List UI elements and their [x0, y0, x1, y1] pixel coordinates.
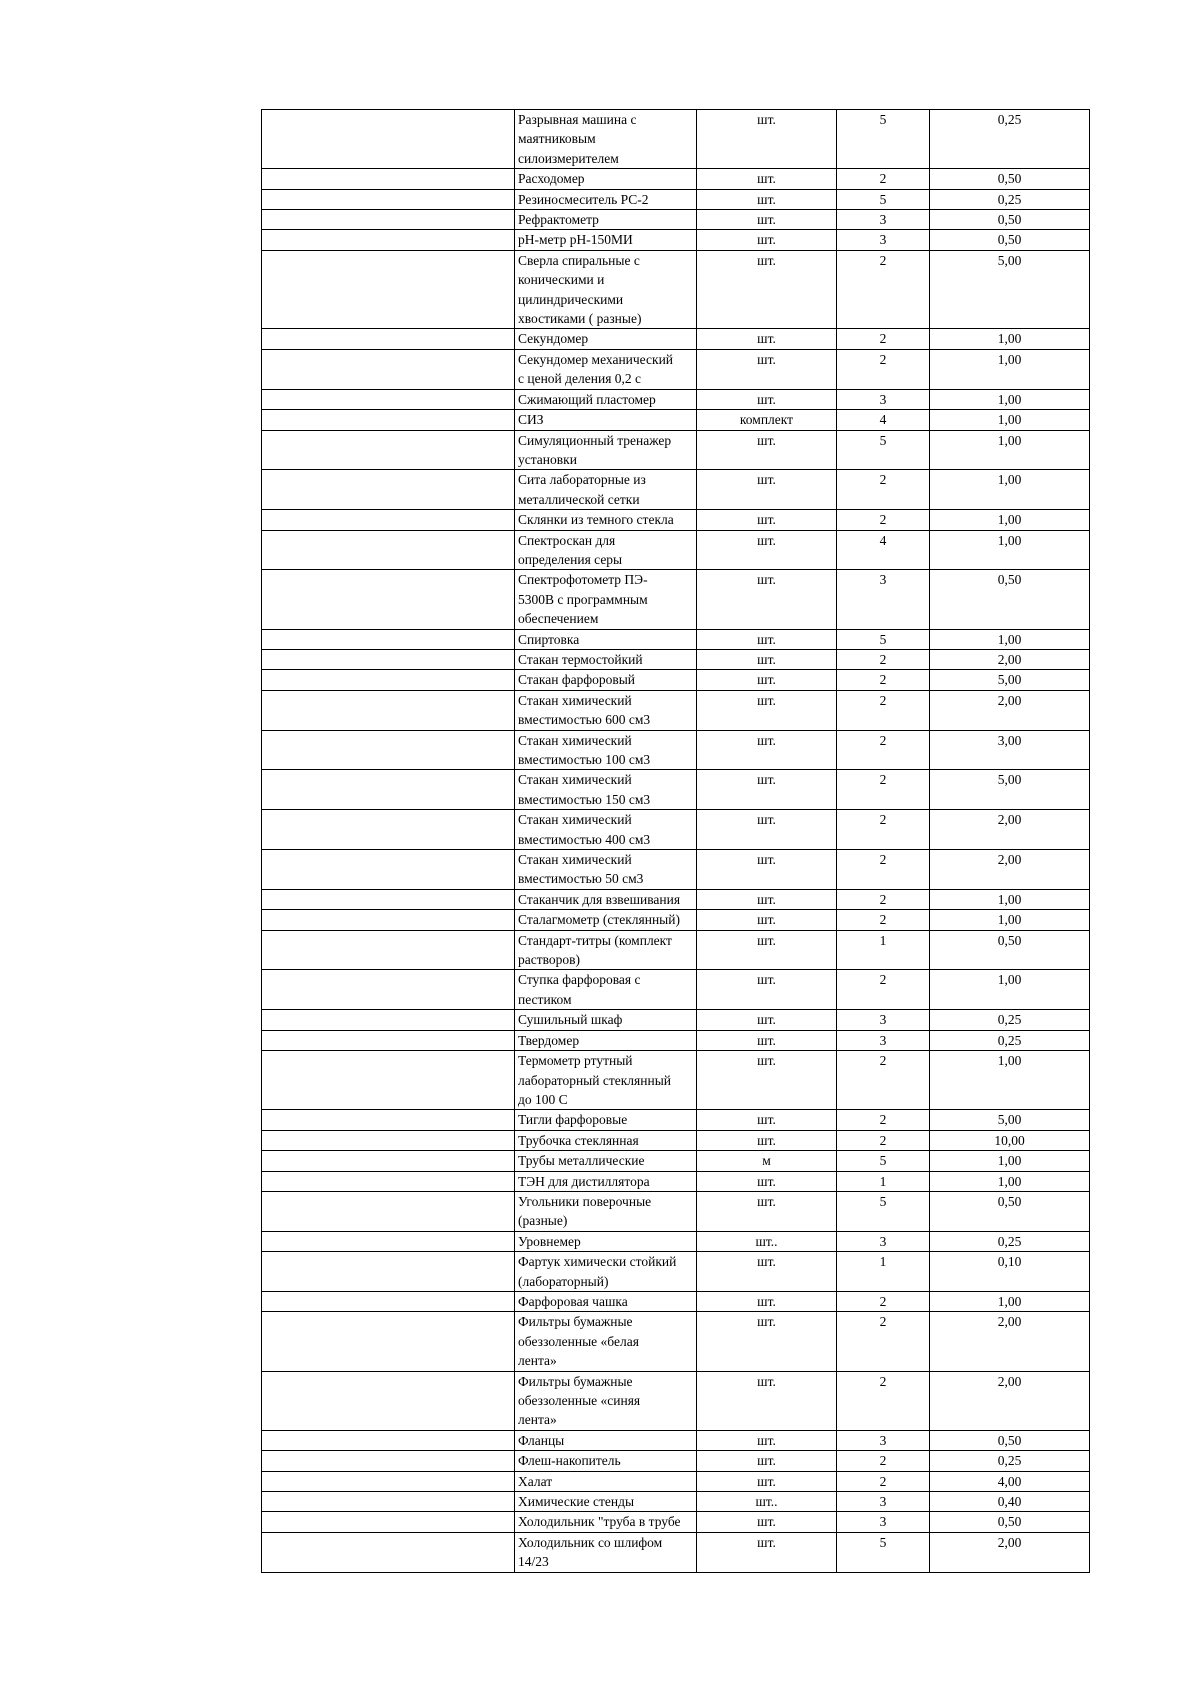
value-cell: 0,50 [930, 570, 1090, 629]
quantity-cell: 2 [837, 730, 930, 770]
quantity-cell: 2 [837, 649, 930, 669]
value-cell: 1,00 [930, 1151, 1090, 1171]
item-name-cell: Стакан химический вместимостью 50 см3 [515, 850, 697, 890]
value-cell: 4,00 [930, 1471, 1090, 1491]
item-name-cell: pH-метр pH-150МИ [515, 230, 697, 250]
unit-cell: шт. [697, 889, 837, 909]
empty-cell [262, 1492, 515, 1512]
table-row [262, 1471, 1090, 1491]
value-cell: 1,00 [930, 889, 1090, 909]
item-name-cell: Стакан термостойкий [515, 649, 697, 669]
item-name-cell: Секундомер механический с ценой деления 0,2 с [515, 349, 697, 389]
table-row [262, 410, 1090, 430]
unit-cell: шт. [697, 1532, 837, 1572]
quantity-cell: 2 [837, 1312, 930, 1371]
value-cell: 0,50 [930, 1430, 1090, 1450]
table-row [262, 1130, 1090, 1150]
empty-cell [262, 910, 515, 930]
table-row [262, 730, 1090, 770]
item-name-cell: Спиртовка [515, 629, 697, 649]
unit-cell: шт.. [697, 1231, 837, 1251]
item-name-cell: Фильтры бумажные обеззоленные «белая лента» [515, 1312, 697, 1371]
empty-cell [262, 1130, 515, 1150]
quantity-cell: 4 [837, 410, 930, 430]
quantity-cell: 2 [837, 910, 930, 930]
value-cell: 5,00 [930, 1110, 1090, 1130]
quantity-cell: 2 [837, 889, 930, 909]
quantity-cell: 3 [837, 230, 930, 250]
item-name-cell: Флеш-накопитель [515, 1451, 697, 1471]
unit-cell: шт. [697, 1471, 837, 1491]
item-name-cell: СИЗ [515, 410, 697, 430]
item-name-cell: Трубочка стеклянная [515, 1130, 697, 1150]
table-row [262, 530, 1090, 570]
item-name-cell: Стакан фарфоровый [515, 670, 697, 690]
unit-cell: шт. [697, 1010, 837, 1030]
unit-cell: шт. [697, 1252, 837, 1292]
unit-cell: шт. [697, 1110, 837, 1130]
equipment-table [261, 109, 1090, 1573]
value-cell: 1,00 [930, 349, 1090, 389]
unit-cell: шт. [697, 1312, 837, 1371]
value-cell: 5,00 [930, 250, 1090, 329]
value-cell: 2,00 [930, 1312, 1090, 1371]
unit-cell: шт. [697, 169, 837, 189]
empty-cell [262, 1171, 515, 1191]
empty-cell [262, 210, 515, 230]
quantity-cell: 5 [837, 1151, 930, 1171]
quantity-cell: 3 [837, 1430, 930, 1450]
item-name-cell: Симуляционный тренажер установки [515, 430, 697, 470]
item-name-cell: Рефрактометр [515, 210, 697, 230]
item-name-cell: Твердомер [515, 1030, 697, 1050]
table-row [262, 970, 1090, 1010]
table-row [262, 430, 1090, 470]
value-cell: 1,00 [930, 510, 1090, 530]
unit-cell: шт. [697, 1430, 837, 1450]
quantity-cell: 3 [837, 1030, 930, 1050]
unit-cell: шт. [697, 210, 837, 230]
unit-cell: шт. [697, 389, 837, 409]
empty-cell [262, 1231, 515, 1251]
quantity-cell: 2 [837, 250, 930, 329]
empty-cell [262, 970, 515, 1010]
unit-cell: шт. [697, 1451, 837, 1471]
quantity-cell: 5 [837, 629, 930, 649]
quantity-cell: 2 [837, 850, 930, 890]
unit-cell: шт. [697, 349, 837, 389]
item-name-cell: Угольники поверочные (разные) [515, 1191, 697, 1231]
unit-cell: шт. [697, 1371, 837, 1430]
item-name-cell: Фартук химически стойкий (лабораторный) [515, 1252, 697, 1292]
table-row [262, 570, 1090, 629]
empty-cell [262, 510, 515, 530]
unit-cell: шт. [697, 510, 837, 530]
quantity-cell: 2 [837, 1371, 930, 1430]
unit-cell: шт. [697, 110, 837, 169]
unit-cell: шт. [697, 430, 837, 470]
unit-cell: шт. [697, 970, 837, 1010]
value-cell: 2,00 [930, 850, 1090, 890]
empty-cell [262, 1532, 515, 1572]
quantity-cell: 2 [837, 1451, 930, 1471]
table-row [262, 1030, 1090, 1050]
item-name-cell: Стакан химический вместимостью 100 см3 [515, 730, 697, 770]
quantity-cell: 5 [837, 1532, 930, 1572]
value-cell: 0,50 [930, 169, 1090, 189]
item-name-cell: Холодильник со шлифом 14/23 [515, 1532, 697, 1572]
quantity-cell: 5 [837, 430, 930, 470]
quantity-cell: 2 [837, 670, 930, 690]
empty-cell [262, 1451, 515, 1471]
table-row [262, 910, 1090, 930]
value-cell: 1,00 [930, 910, 1090, 930]
unit-cell: шт. [697, 670, 837, 690]
unit-cell: шт. [697, 1171, 837, 1191]
value-cell: 5,00 [930, 770, 1090, 810]
quantity-cell: 1 [837, 930, 930, 970]
table-row [262, 329, 1090, 349]
quantity-cell: 2 [837, 169, 930, 189]
value-cell: 0,25 [930, 1451, 1090, 1471]
value-cell: 2,00 [930, 1532, 1090, 1572]
quantity-cell: 4 [837, 530, 930, 570]
value-cell: 2,00 [930, 649, 1090, 669]
item-name-cell: Стакан химический вместимостью 150 см3 [515, 770, 697, 810]
table-row [262, 349, 1090, 389]
unit-cell: шт. [697, 230, 837, 250]
empty-cell [262, 110, 515, 169]
value-cell: 0,50 [930, 930, 1090, 970]
table-row [262, 210, 1090, 230]
quantity-cell: 3 [837, 1010, 930, 1030]
empty-cell [262, 690, 515, 730]
table-row [262, 1171, 1090, 1191]
unit-cell: шт. [697, 250, 837, 329]
quantity-cell: 3 [837, 1492, 930, 1512]
table-row [262, 110, 1090, 169]
item-name-cell: Сжимающий пластомер [515, 389, 697, 409]
table-row [262, 1430, 1090, 1450]
item-name-cell: Уровнемер [515, 1231, 697, 1251]
quantity-cell: 3 [837, 1231, 930, 1251]
item-name-cell: Термометр ртутный лабораторный стеклянный до 100 С [515, 1051, 697, 1110]
empty-cell [262, 1252, 515, 1292]
table-row [262, 389, 1090, 409]
unit-cell: шт. [697, 189, 837, 209]
item-name-cell: Стаканчик для взвешивания [515, 889, 697, 909]
empty-cell [262, 1291, 515, 1311]
item-name-cell: Расходомер [515, 169, 697, 189]
unit-cell: шт. [697, 1191, 837, 1231]
empty-cell [262, 649, 515, 669]
value-cell: 0,50 [930, 210, 1090, 230]
empty-cell [262, 189, 515, 209]
item-name-cell: Стакан химический вместимостью 600 см3 [515, 690, 697, 730]
table-row [262, 1252, 1090, 1292]
item-name-cell: Сверла спиральные с коническими и цилиндрическими хвостиками ( разные) [515, 250, 697, 329]
item-name-cell: Спектрофотометр ПЭ- 5300В с программным обеспечением [515, 570, 697, 629]
empty-cell [262, 1312, 515, 1371]
quantity-cell: 2 [837, 770, 930, 810]
quantity-cell: 2 [837, 1471, 930, 1491]
quantity-cell: 3 [837, 570, 930, 629]
unit-cell: шт. [697, 1051, 837, 1110]
item-name-cell: Трубы металлические [515, 1151, 697, 1171]
value-cell: 1,00 [930, 530, 1090, 570]
empty-cell [262, 850, 515, 890]
table-row [262, 1312, 1090, 1371]
value-cell: 0,25 [930, 189, 1090, 209]
unit-cell: шт. [697, 810, 837, 850]
quantity-cell: 2 [837, 1110, 930, 1130]
value-cell: 0,10 [930, 1252, 1090, 1292]
unit-cell: шт. [697, 1130, 837, 1150]
table-row [262, 629, 1090, 649]
quantity-cell: 2 [837, 810, 930, 850]
value-cell: 0,25 [930, 1010, 1090, 1030]
item-name-cell: Фильтры бумажные обеззоленные «синяя лента» [515, 1371, 697, 1430]
table-row [262, 1532, 1090, 1572]
quantity-cell: 2 [837, 349, 930, 389]
unit-cell: м [697, 1151, 837, 1171]
item-name-cell: Сталагмометр (стеклянный) [515, 910, 697, 930]
item-name-cell: Секундомер [515, 329, 697, 349]
item-name-cell: Разрывная машина с маятниковым силоизмерителем [515, 110, 697, 169]
empty-cell [262, 930, 515, 970]
value-cell: 2,00 [930, 690, 1090, 730]
empty-cell [262, 1010, 515, 1030]
unit-cell: шт. [697, 850, 837, 890]
value-cell: 0,25 [930, 110, 1090, 169]
empty-cell [262, 230, 515, 250]
empty-cell [262, 730, 515, 770]
quantity-cell: 3 [837, 210, 930, 230]
table-row [262, 930, 1090, 970]
table-row [262, 1110, 1090, 1130]
item-name-cell: Резиносмеситель РС-2 [515, 189, 697, 209]
value-cell: 1,00 [930, 470, 1090, 510]
table-row [262, 470, 1090, 510]
table-row [262, 850, 1090, 890]
quantity-cell: 2 [837, 1291, 930, 1311]
unit-cell: шт. [697, 570, 837, 629]
value-cell: 1,00 [930, 430, 1090, 470]
empty-cell [262, 530, 515, 570]
value-cell: 1,00 [930, 329, 1090, 349]
quantity-cell: 1 [837, 1171, 930, 1191]
unit-cell: шт. [697, 690, 837, 730]
table-row [262, 649, 1090, 669]
empty-cell [262, 1471, 515, 1491]
quantity-cell: 2 [837, 1130, 930, 1150]
empty-cell [262, 810, 515, 850]
empty-cell [262, 1151, 515, 1171]
unit-cell: шт. [697, 530, 837, 570]
table-row [262, 1371, 1090, 1430]
equipment-table-body [262, 110, 1090, 1573]
quantity-cell: 3 [837, 389, 930, 409]
empty-cell [262, 470, 515, 510]
empty-cell [262, 1371, 515, 1430]
value-cell: 1,00 [930, 410, 1090, 430]
unit-cell: шт. [697, 649, 837, 669]
table-row [262, 230, 1090, 250]
unit-cell: шт. [697, 910, 837, 930]
item-name-cell: Сита лабораторные из металлической сетки [515, 470, 697, 510]
table-row [262, 1191, 1090, 1231]
unit-cell: шт. [697, 629, 837, 649]
quantity-cell: 2 [837, 470, 930, 510]
quantity-cell: 2 [837, 510, 930, 530]
value-cell: 3,00 [930, 730, 1090, 770]
empty-cell [262, 329, 515, 349]
empty-cell [262, 250, 515, 329]
empty-cell [262, 629, 515, 649]
item-name-cell: Стандарт-титры (комплект растворов) [515, 930, 697, 970]
item-name-cell: Сушильный шкаф [515, 1010, 697, 1030]
empty-cell [262, 169, 515, 189]
item-name-cell: Фарфоровая чашка [515, 1291, 697, 1311]
unit-cell: шт. [697, 329, 837, 349]
item-name-cell: Фланцы [515, 1430, 697, 1450]
quantity-cell: 2 [837, 1051, 930, 1110]
unit-cell: шт. [697, 1512, 837, 1532]
item-name-cell: Стакан химический вместимостью 400 см3 [515, 810, 697, 850]
table-row [262, 1010, 1090, 1030]
table-row [262, 889, 1090, 909]
value-cell: 5,00 [930, 670, 1090, 690]
quantity-cell: 5 [837, 1191, 930, 1231]
quantity-cell: 3 [837, 1512, 930, 1532]
table-row [262, 770, 1090, 810]
value-cell: 1,00 [930, 1051, 1090, 1110]
empty-cell [262, 389, 515, 409]
value-cell: 1,00 [930, 1291, 1090, 1311]
value-cell: 1,00 [930, 970, 1090, 1010]
item-name-cell: Ступка фарфоровая с пестиком [515, 970, 697, 1010]
table-row [262, 1231, 1090, 1251]
value-cell: 0,50 [930, 1512, 1090, 1532]
quantity-cell: 2 [837, 970, 930, 1010]
empty-cell [262, 1191, 515, 1231]
unit-cell: шт. [697, 1030, 837, 1050]
empty-cell [262, 430, 515, 470]
empty-cell [262, 770, 515, 810]
table-row [262, 670, 1090, 690]
unit-cell: шт. [697, 1291, 837, 1311]
empty-cell [262, 349, 515, 389]
value-cell: 0,40 [930, 1492, 1090, 1512]
value-cell: 2,00 [930, 1371, 1090, 1430]
item-name-cell: Склянки из темного стекла [515, 510, 697, 530]
table-row [262, 810, 1090, 850]
value-cell: 0,50 [930, 230, 1090, 250]
unit-cell: шт. [697, 930, 837, 970]
table-row [262, 1151, 1090, 1171]
empty-cell [262, 1430, 515, 1450]
value-cell: 2,00 [930, 810, 1090, 850]
table-row [262, 1492, 1090, 1512]
table-row [262, 1051, 1090, 1110]
empty-cell [262, 1030, 515, 1050]
item-name-cell: Химические стенды [515, 1492, 697, 1512]
table-row [262, 1451, 1090, 1471]
item-name-cell: Холодильник "труба в трубе [515, 1512, 697, 1532]
value-cell: 1,00 [930, 629, 1090, 649]
item-name-cell: ТЭН для дистиллятора [515, 1171, 697, 1191]
item-name-cell: Халат [515, 1471, 697, 1491]
table-row [262, 250, 1090, 329]
value-cell: 1,00 [930, 389, 1090, 409]
table-row [262, 169, 1090, 189]
table-row [262, 1291, 1090, 1311]
empty-cell [262, 670, 515, 690]
empty-cell [262, 1512, 515, 1532]
table-row [262, 690, 1090, 730]
empty-cell [262, 889, 515, 909]
empty-cell [262, 1051, 515, 1110]
quantity-cell: 2 [837, 329, 930, 349]
unit-cell: шт.. [697, 1492, 837, 1512]
table-row [262, 1512, 1090, 1532]
empty-cell [262, 570, 515, 629]
item-name-cell: Тигли фарфоровые [515, 1110, 697, 1130]
quantity-cell: 2 [837, 690, 930, 730]
value-cell: 1,00 [930, 1171, 1090, 1191]
table-row [262, 189, 1090, 209]
unit-cell: шт. [697, 770, 837, 810]
quantity-cell: 5 [837, 110, 930, 169]
value-cell: 10,00 [930, 1130, 1090, 1150]
item-name-cell: Спектроскан для определения серы [515, 530, 697, 570]
value-cell: 0,25 [930, 1231, 1090, 1251]
value-cell: 0,25 [930, 1030, 1090, 1050]
empty-cell [262, 410, 515, 430]
value-cell: 0,50 [930, 1191, 1090, 1231]
unit-cell: шт. [697, 730, 837, 770]
quantity-cell: 1 [837, 1252, 930, 1292]
empty-cell [262, 1110, 515, 1130]
unit-cell: комплект [697, 410, 837, 430]
unit-cell: шт. [697, 470, 837, 510]
quantity-cell: 5 [837, 189, 930, 209]
table-row [262, 510, 1090, 530]
